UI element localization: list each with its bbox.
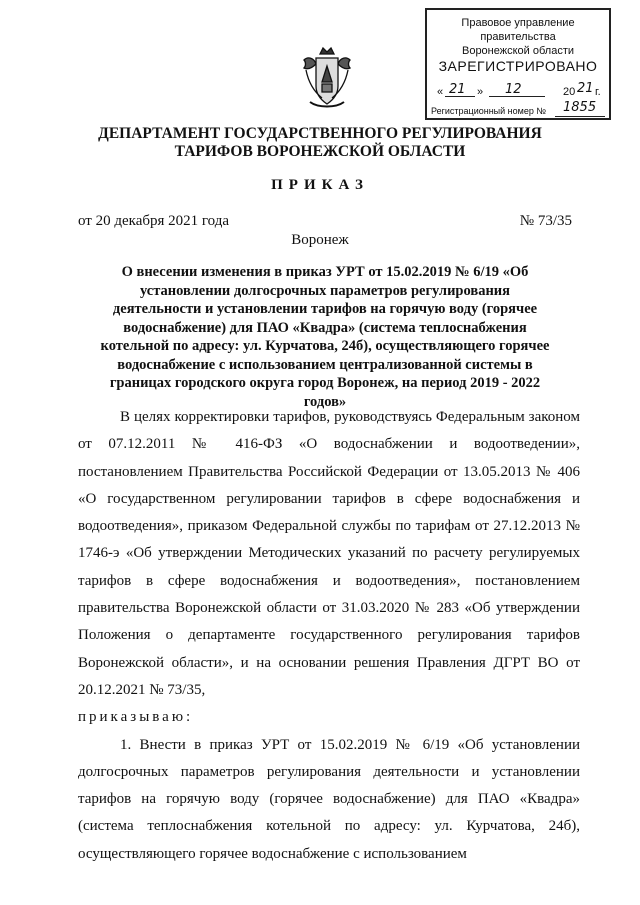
stamp-reg-label: Регистрационный номер № (431, 106, 547, 116)
department-line-2: ТАРИФОВ ВОРОНЕЖСКОЙ ОБЛАСТИ (174, 143, 466, 160)
stamp-date-row: « 21 » 12 20 21 г. (437, 81, 601, 98)
stamp-year-hand: 21 (577, 81, 594, 96)
stamp-year-prefix: 20 (563, 86, 576, 98)
registration-stamp (425, 8, 611, 120)
stamp-authority (427, 16, 609, 58)
department-name (0, 125, 640, 161)
stamp-month: 12 (505, 82, 522, 97)
stamp-reg-row (431, 100, 603, 122)
stamp-registered: ЗАРЕГИСТРИРОВАНО (438, 58, 598, 74)
stamp-year-suffix: г. (595, 86, 601, 98)
stamp-line-1: Правовое управление правительства (461, 17, 575, 43)
clause-1-paragraph: 1. Внести в приказ УРТ от 15.02.2019 № 6/19 «Об установлении долгосрочных параметров регулирования деятельности и установлении тарифов на горячую воду (горячее водоснабжение) для ПАО «Квадра» (система теплоснабжения котельной по адресу: ул. Курчатова, 24б), осуществляющего горячее водоснабжение с использованием (78, 736, 580, 862)
preamble-paragraph: В целях корректировки тарифов, руководствуясь Федеральным законом от 07.12.2011 № 416-ФЗ «О водоснабжении и водоотведении», постановлением Правительства Российской Федерации от 13.05.2013 № 406 «О государственном регулировании тарифов в сфере водоснабжения и водоотведения», приказом Федеральной службы по тарифам от 27.12.2013 № 1746-э «Об утверждении Методических указаний по расчету регулируемых тарифов в сфере водоснабжения и водоотведения», постановлением правительства Воронежской области от 31.03.2020 № 283 «Об утверждении Положения о департаменте государственного регулирования тарифов Воронежской области», и на основании решения Правления ДГРТ ВО от 20.12.2021 № 73/35, (78, 409, 580, 698)
order-word: приказываю: (78, 709, 194, 726)
document-date: от 20 декабря 2021 года (78, 213, 230, 229)
stamp-line-2: Воронежской области (461, 45, 574, 57)
document-city: Воронеж (291, 232, 349, 248)
document-title: О внесении изменения в приказ УРТ от 15.02.2019 № 6/19 «Об установлении долгосрочных параметров регулирования деятельности и установлении тарифов на горячую воду (горячее водоснабжение) для ПАО «Квадра» (система теплоснабжения котельной по адресу: ул. Курчатова, 24б), осуществляющего горячее водоснабжение с использованием централизованной системы в границах городского округа город Воронеж, на период 2019 - 2022 годов» (100, 264, 550, 410)
stamp-day: 21 (449, 82, 466, 97)
document-body (78, 404, 580, 868)
department-line-1: ДЕПАРТАМЕНТ ГОСУДАРСТВЕННОГО РЕГУЛИРОВАНИЯ (98, 125, 542, 142)
coat-of-arms-icon (300, 46, 354, 112)
document-type: ПРИКАЗ (271, 177, 369, 193)
document-number: № 73/35 (519, 213, 572, 229)
stamp-reg-number: 1855 (563, 100, 597, 115)
